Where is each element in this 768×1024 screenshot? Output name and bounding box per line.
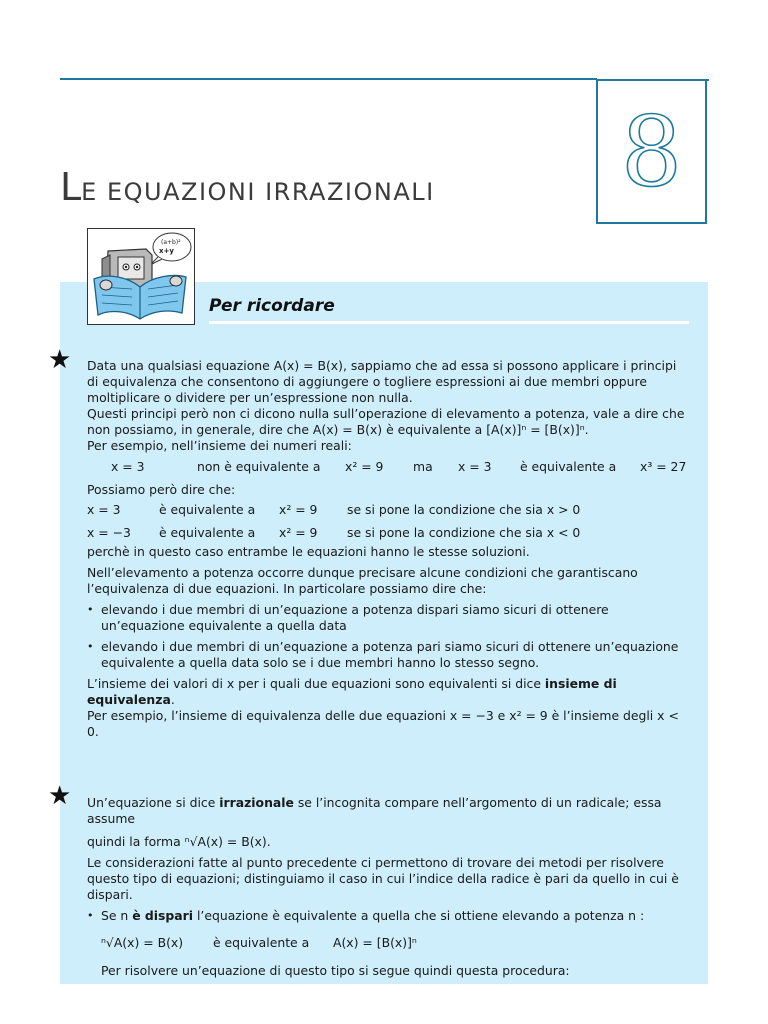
section-heading: Per ricordare xyxy=(209,296,335,316)
example-text: non è equivalente a xyxy=(197,459,321,474)
paragraph: Un’equazione si dice irrazionale se l’incognita compare nell’argomento di un radicale; essa assume xyxy=(87,795,662,826)
paragraph: perchè in questo caso entrambe le equazioni hanno le stesse soluzioni. xyxy=(87,544,530,559)
paragraph: Data una qualsiasi equazione A(x) = B(x), sappiamo che ad essa si possono applicare i principi di equivalenza che consentono di aggiungere o togliere espressioni ai due membri oppure moltiplicare o dividere per un’espressione non nulla. xyxy=(87,358,677,405)
top-rule xyxy=(60,78,597,80)
bullet-item: • Se n è dispari l’equazione è equivalente a quella che si ottiene elevando a potenza n : xyxy=(87,908,690,924)
condition-eq: x² = 9 xyxy=(279,501,318,517)
bubble-line1: (a+b)² xyxy=(161,239,181,246)
formula-text: è equivalente a xyxy=(213,935,310,950)
condition-eq: x = 3 xyxy=(87,501,121,517)
example-eq: x² = 9 xyxy=(345,459,384,474)
star-icon: ★ xyxy=(48,345,72,375)
paragraph: Per esempio, l’insieme di equivalenza delle due equazioni x = −3 e x² = 9 è l’insieme degli x < 0. xyxy=(87,708,679,739)
condition-eq: x = −3 xyxy=(87,524,131,540)
paragraph: Questi principi però non ci dicono nulla sull’operazione di elevamento a potenza, vale a dire che non possiamo, in generale, dire che A(x) = B(x) è equivalente a [A(x)]ⁿ = [B(x)]ⁿ. xyxy=(87,406,685,437)
reading-computer-illustration xyxy=(87,228,195,325)
bullet-item: • elevando i due membri di un’equazione a potenza pari siamo sicuri di ottenere un’equazione equivalente a quella data solo se i due membri hanno lo stesso segno. xyxy=(87,639,690,671)
paragraph: quindi la forma ⁿ√A(x) = B(x). xyxy=(87,834,271,849)
formula-right: A(x) = [B(x)]ⁿ xyxy=(333,935,417,950)
condition-row xyxy=(87,521,690,544)
condition-text: se si pone la condizione che sia x < 0 xyxy=(347,524,581,540)
chapter-number-box xyxy=(596,79,707,224)
term-insieme-di-equivalenza: insieme di equivalenza xyxy=(87,676,617,707)
computer-reading-book-icon xyxy=(88,229,194,324)
bullet-item: • elevando i due membri di un’equazione a potenza dispari siamo sicuri di ottenere un’equazione equivalente a quella data xyxy=(87,602,690,634)
condition-text: è equivalente a xyxy=(159,524,256,540)
example-text: ma xyxy=(413,459,433,474)
paragraph: Possiamo però dire che: xyxy=(87,482,236,497)
paragraph: Le considerazioni fatte al punto precedente ci permettono di trovare dei metodi per risolvere questo tipo di equazioni; distinguiamo il caso in cui l’indice della radice è pari da quello in cui è dispari. xyxy=(87,855,679,902)
star-icon: ★ xyxy=(48,781,72,811)
example-row xyxy=(87,454,690,480)
example-eq: x³ = 27 xyxy=(640,459,687,474)
block-equivalence xyxy=(87,358,690,740)
formula-left: ⁿ√A(x) = B(x) xyxy=(101,935,184,950)
block-irrational xyxy=(87,795,690,984)
paragraph: L’insieme dei valori di x per i quali due equazioni sono equivalenti si dice insieme di equivalenza. xyxy=(87,676,617,707)
example-eq: x = 3 xyxy=(458,459,492,474)
term-e-dispari: è dispari xyxy=(132,908,194,923)
paragraph: Per esempio, nell’insieme dei numeri reali: xyxy=(87,438,352,453)
example-eq: x = 3 xyxy=(111,459,145,474)
condition-row xyxy=(87,498,690,521)
condition-eq: x² = 9 xyxy=(279,524,318,540)
bubble-line2: x+y xyxy=(159,247,174,255)
chapter-title-rest: E EQUAZIONI IRRAZIONALI xyxy=(81,178,435,206)
chapter-title-initial: L xyxy=(60,165,82,209)
paragraph: Nell’elevamento a potenza occorre dunque precisare alcune condizioni che garantiscano l’equivalenza di due equazioni. In particolare possiamo dire che: xyxy=(87,565,638,596)
term-irrazionale: irrazionale xyxy=(219,795,294,810)
paragraph: Per risolvere un’equazione di questo tipo si segue quindi questa procedura: xyxy=(101,963,570,978)
chapter-title xyxy=(60,165,435,209)
chapter-number: 8 xyxy=(620,96,683,208)
section-heading-rule xyxy=(209,321,689,324)
example-text: è equivalente a xyxy=(520,459,617,474)
condition-text: è equivalente a xyxy=(159,501,256,517)
formula-row xyxy=(87,929,690,957)
condition-text: se si pone la condizione che sia x > 0 xyxy=(347,501,581,517)
